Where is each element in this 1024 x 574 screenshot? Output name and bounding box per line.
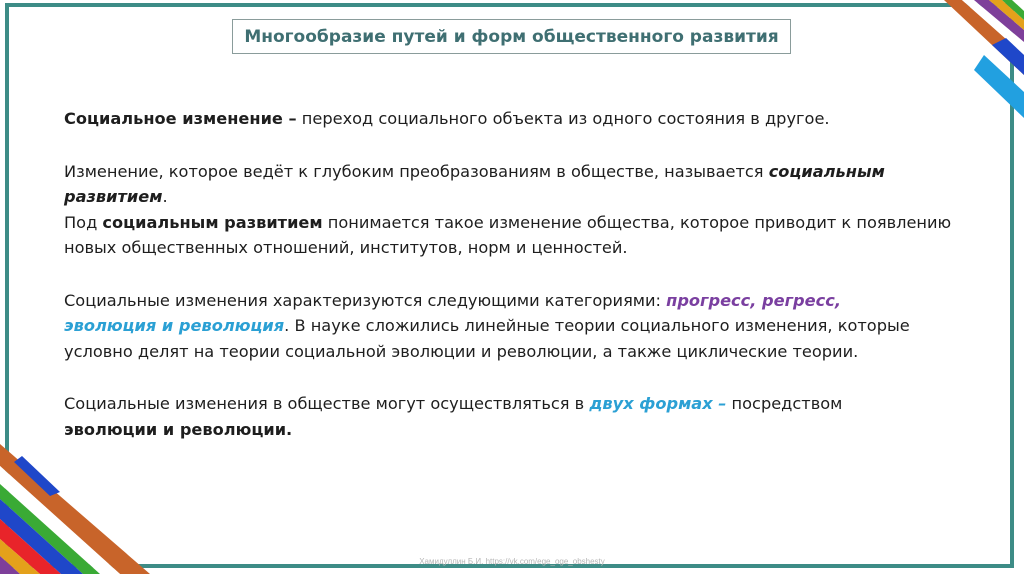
footer-credit: Хамидуллин Б.И. https://vk.com/ege_oge_obshesty [419,557,605,566]
paragraph-development [64,159,954,210]
definition-text: переход социального объекта из одного состояния в другое. [296,109,830,128]
development-text-b: . [162,187,168,206]
term-evolution-and-revolution: эволюции и революции. [64,419,293,439]
paragraph-categories [64,288,954,365]
paragraph-forms [64,391,954,442]
slide-content [64,106,954,442]
paragraph-definition [64,106,954,132]
term-two-forms: двух формах – [589,394,727,413]
term-social-development-2: социальным развитием [102,212,323,232]
term-progress-regress: прогресс, регресс, [666,290,841,310]
term-evolution-revolution: эволюция и революция [64,316,285,335]
forms-text-a: Социальные изменения в обществе могут осуществляться в [64,394,590,413]
meaning-text-b: понимается такое изменение общества, которое приводит к появлению новых общественных отношений, институтов, норм и ценностей. [64,212,952,257]
categories-text-a: Социальные изменения характеризуются следующими категориями: [64,290,667,310]
term-social-development: социальным развитием [64,161,885,206]
forms-text-b: посредством [726,394,843,413]
title-box [232,19,791,54]
meaning-text-a: Под [64,212,103,232]
paragraph-development-meaning [64,210,954,261]
development-text-a: Изменение, которое ведёт к глубоким преобразованиям в обществе, называется [64,161,769,181]
term-social-change: Социальное изменение – [64,109,297,128]
slide-title: Многообразие путей и форм общественного развития [244,26,779,47]
categories-text-b: . В науке сложились линейные теории социального изменения, которые условно делят на теории социальной эволюции и революции, а также циклические теории. [64,316,910,361]
